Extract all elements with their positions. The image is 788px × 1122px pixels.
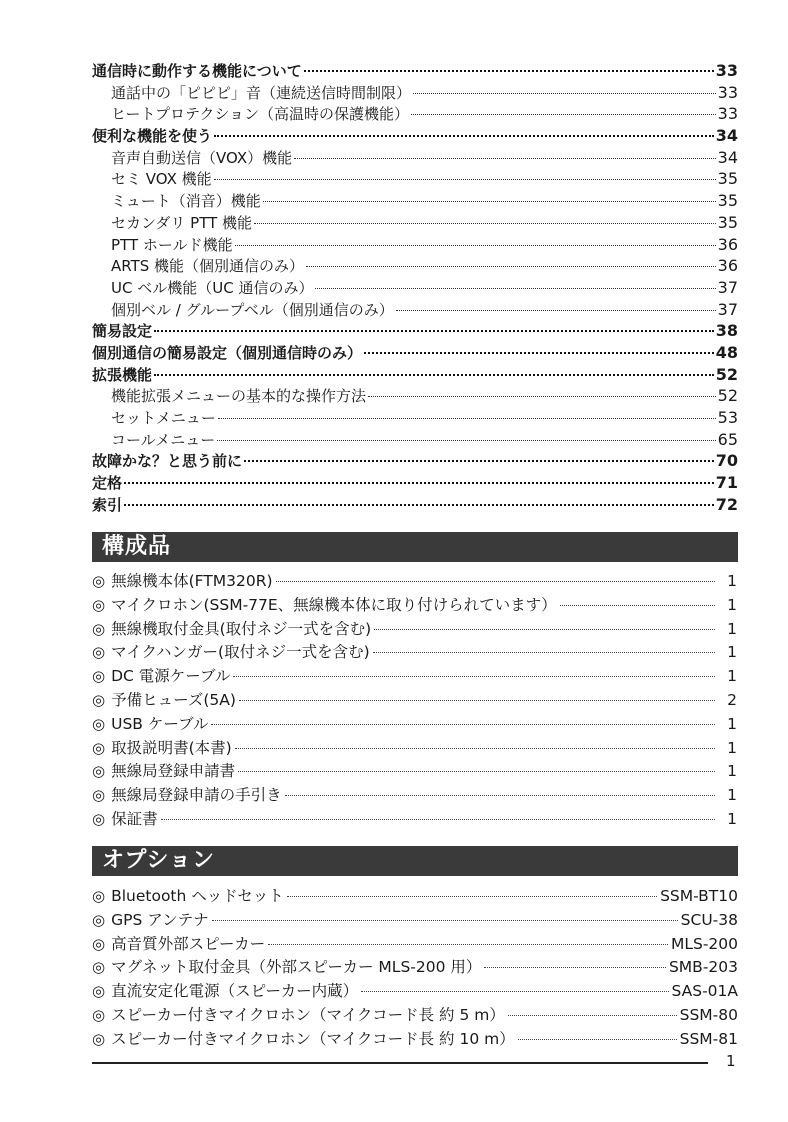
toc-entry	[92, 450, 738, 472]
bullet-icon: ◎	[92, 1029, 106, 1048]
leader-dots	[285, 795, 715, 796]
leader-dots	[217, 440, 715, 441]
toc-entry-title: 通信時に動作する機能について	[92, 62, 302, 80]
item-name: スピーカー付きマイクロホン（マイクコード長 約 10 m）	[111, 1029, 515, 1048]
toc-entry-title: UC ベル機能（UC 通信のみ）	[111, 278, 314, 297]
item-model: SSM-80	[679, 1005, 738, 1024]
toc-entry-title: 音声自動送信（VOX）機能	[111, 148, 293, 167]
item-quantity: 1	[727, 786, 737, 805]
toc-entry-title: 個別ベル / グループベル（個別通信のみ）	[111, 300, 394, 319]
item-model: SMB-203	[668, 958, 738, 977]
toc-entry	[92, 385, 738, 407]
leader-dots	[244, 460, 714, 462]
toc-entry-page: 36	[717, 234, 738, 254]
section-header-options	[92, 846, 738, 876]
bullet-icon: ◎	[92, 572, 106, 590]
item-name: マグネット取付金具（外部スピーカー MLS-200 用）	[111, 958, 482, 977]
leader-dots	[154, 374, 714, 376]
section-title: オプション	[102, 848, 216, 873]
toc-entry-page: 48	[715, 342, 738, 362]
bullet-icon: ◎	[92, 619, 106, 638]
toc-entry-title: 索引	[92, 495, 123, 514]
toc-entry-page: 34	[717, 147, 738, 167]
leader-dots	[364, 352, 714, 354]
contents-list	[92, 570, 738, 832]
list-item	[92, 885, 738, 909]
toc-entry-page: 35	[717, 191, 738, 211]
toc-entry	[92, 299, 738, 321]
toc-entry-page: 70	[715, 451, 738, 471]
bullet-icon: ◎	[92, 958, 106, 977]
toc-entry-page: 36	[717, 256, 738, 276]
leader-dots	[560, 605, 715, 606]
toc-entry-page: 71	[715, 473, 738, 493]
toc-entry	[92, 407, 738, 429]
leader-dots	[161, 819, 715, 820]
bullet-icon: ◎	[92, 643, 106, 662]
toc-entry-title: 機能拡張メニューの基本的な操作方法	[111, 387, 367, 406]
toc-entry	[92, 234, 738, 256]
item-name: 無線機本体(FTM320R)	[111, 572, 273, 590]
list-item	[92, 689, 738, 713]
table-of-contents	[92, 60, 738, 515]
bullet-icon: ◎	[92, 982, 106, 1001]
toc-entry-title: 通話中の「ピピピ」音（連続送信時間制限）	[111, 83, 412, 102]
leader-dots	[254, 223, 716, 224]
item-quantity: 1	[727, 667, 737, 686]
list-item	[92, 594, 738, 618]
toc-entry-title: ヒートプロテクション（高温時の保護機能）	[111, 105, 410, 124]
item-name: 無線局登録申請書	[111, 762, 236, 781]
leader-dots	[235, 245, 716, 246]
item-name: スピーカー付きマイクロホン（マイクコード長 約 5 m）	[111, 1005, 505, 1024]
page-number: 1	[726, 1052, 736, 1070]
toc-entry	[92, 494, 738, 516]
list-item	[92, 641, 738, 665]
item-quantity: 1	[727, 762, 737, 781]
toc-entry	[92, 190, 738, 212]
footer-rule	[92, 1062, 708, 1064]
leader-dots	[374, 629, 715, 630]
toc-entry-title: セミ VOX 機能	[111, 170, 212, 189]
leader-dots	[124, 482, 714, 484]
item-name: Bluetooth ヘッドセット	[111, 887, 284, 905]
list-item	[92, 1004, 738, 1028]
leader-dots	[361, 991, 668, 992]
list-item	[92, 956, 738, 980]
leader-dots	[214, 179, 716, 180]
toc-entry	[92, 147, 738, 169]
list-item	[92, 665, 738, 689]
toc-entry-page: 37	[717, 299, 738, 319]
item-quantity: 1	[727, 809, 737, 828]
list-item	[92, 570, 738, 594]
leader-dots	[124, 504, 714, 506]
toc-entry-title: 故障かな？と思う前に	[92, 452, 243, 471]
leader-dots	[315, 288, 715, 289]
list-item	[92, 980, 738, 1004]
item-name: 高音質外部スピーカー	[111, 934, 266, 953]
toc-entry	[92, 60, 738, 82]
leader-dots	[235, 748, 715, 749]
toc-entry-title: 便利な機能を使う	[92, 127, 213, 146]
leader-dots	[154, 330, 714, 332]
toc-entry-page: 53	[717, 408, 738, 427]
toc-entry	[92, 277, 738, 299]
toc-entry-page: 33	[717, 82, 738, 102]
item-quantity: 1	[727, 572, 737, 590]
item-model: SSM-81	[679, 1029, 738, 1048]
toc-entry-title: 簡易設定	[92, 322, 153, 341]
toc-entry-page: 33	[717, 104, 738, 124]
bullet-icon: ◎	[92, 786, 106, 805]
item-name: 取扱説明書(本書)	[111, 738, 232, 757]
leader-dots	[268, 944, 668, 945]
list-item	[92, 760, 738, 784]
list-item	[92, 933, 738, 957]
item-name: DC 電源ケーブル	[111, 667, 231, 686]
leader-dots	[238, 771, 715, 772]
bullet-icon: ◎	[92, 690, 106, 709]
toc-entry-page: 72	[715, 494, 738, 514]
list-item	[92, 737, 738, 761]
item-name: 保証書	[111, 809, 158, 828]
toc-entry	[92, 212, 738, 234]
item-quantity: 1	[727, 643, 737, 662]
leader-dots	[306, 266, 716, 267]
toc-entry-title: 定格	[92, 474, 123, 493]
toc-entry	[92, 472, 738, 494]
toc-entry-title: 拡張機能	[92, 365, 153, 384]
toc-entry-title: セットメニュー	[111, 409, 216, 427]
item-quantity: 1	[727, 714, 737, 733]
list-item	[92, 808, 738, 832]
toc-entry-page: 35	[717, 212, 738, 232]
item-name: 無線局登録申請の手引き	[111, 786, 282, 805]
leader-dots	[304, 70, 714, 72]
item-name: 予備ヒューズ(5A)	[111, 690, 236, 709]
toc-entry	[92, 168, 738, 190]
list-item	[92, 713, 738, 737]
toc-entry-title: 個別通信の簡易設定（個別通信時のみ）	[92, 343, 363, 362]
list-item	[92, 1028, 738, 1052]
leader-dots	[218, 418, 716, 419]
leader-dots	[373, 652, 715, 653]
toc-entry-title: コールメニュー	[111, 430, 216, 449]
leader-dots	[211, 724, 715, 725]
list-item	[92, 784, 738, 808]
bullet-icon: ◎	[92, 762, 106, 781]
bullet-icon: ◎	[92, 595, 106, 614]
section-header-contents	[92, 532, 738, 562]
bullet-icon: ◎	[92, 667, 106, 686]
list-item	[92, 618, 738, 642]
item-model: SAS-01A	[671, 982, 738, 1001]
toc-entry	[92, 103, 738, 125]
toc-entry-page: 37	[717, 277, 738, 297]
leader-dots	[212, 920, 678, 921]
toc-entry-page: 52	[717, 386, 738, 406]
item-name: 直流安定化電源（スピーカー内蔵）	[111, 982, 359, 1001]
bullet-icon: ◎	[92, 714, 106, 733]
bullet-icon: ◎	[92, 1005, 106, 1024]
toc-entry	[92, 320, 738, 342]
toc-entry	[92, 125, 738, 147]
leader-dots	[484, 967, 666, 968]
toc-entry	[92, 255, 738, 277]
toc-entry-page: 34	[715, 126, 738, 146]
bullet-icon: ◎	[92, 910, 106, 929]
toc-entry-page: 65	[717, 429, 738, 449]
item-name: 無線機取付金具(取付ネジ一式を含む)	[111, 619, 372, 638]
item-model: SSM-BT10	[660, 887, 738, 905]
bullet-icon: ◎	[92, 809, 106, 828]
toc-entry-page: 33	[715, 61, 738, 80]
item-quantity: 1	[727, 738, 737, 757]
item-quantity: 2	[727, 690, 737, 709]
toc-entry-page: 38	[715, 321, 738, 341]
leader-dots	[294, 158, 716, 159]
leader-dots	[233, 676, 715, 677]
leader-dots	[263, 201, 716, 202]
toc-entry-title: ミュート（消音）機能	[111, 192, 261, 211]
leader-dots	[214, 135, 714, 137]
leader-dots	[508, 1015, 677, 1016]
toc-entry	[92, 342, 738, 364]
options-list	[92, 885, 738, 1052]
leader-dots	[518, 1039, 677, 1040]
leader-dots	[368, 396, 716, 397]
item-name: マイクハンガー(取付ネジ一式を含む)	[111, 643, 370, 662]
toc-entry-page: 35	[717, 169, 738, 189]
toc-entry-page: 52	[715, 364, 738, 384]
leader-dots	[276, 581, 715, 582]
toc-entry-title: ARTS 機能（個別通信のみ）	[111, 257, 305, 276]
leader-dots	[287, 896, 657, 897]
toc-entry-title: セカンダリ PTT 機能	[111, 213, 253, 232]
item-quantity: 1	[727, 619, 737, 638]
toc-entry	[92, 82, 738, 104]
item-name: マイクロホン(SSM-77E、無線機本体に取り付けられています）	[111, 595, 557, 614]
list-item	[92, 909, 738, 933]
bullet-icon: ◎	[92, 934, 106, 953]
bullet-icon: ◎	[92, 887, 106, 905]
leader-dots	[239, 700, 715, 701]
section-title: 構成品	[102, 534, 172, 559]
bullet-icon: ◎	[92, 738, 106, 757]
item-name: USB ケーブル	[111, 714, 209, 733]
leader-dots	[411, 114, 716, 115]
toc-entry	[92, 364, 738, 386]
toc-entry-title: PTT ホールド機能	[111, 235, 233, 254]
item-quantity: 1	[727, 595, 737, 614]
item-model: SCU-38	[680, 910, 738, 929]
leader-dots	[413, 93, 716, 94]
item-model: MLS-200	[670, 934, 738, 953]
item-name: GPS アンテナ	[111, 910, 209, 929]
leader-dots	[396, 310, 716, 311]
toc-entry	[92, 429, 738, 451]
